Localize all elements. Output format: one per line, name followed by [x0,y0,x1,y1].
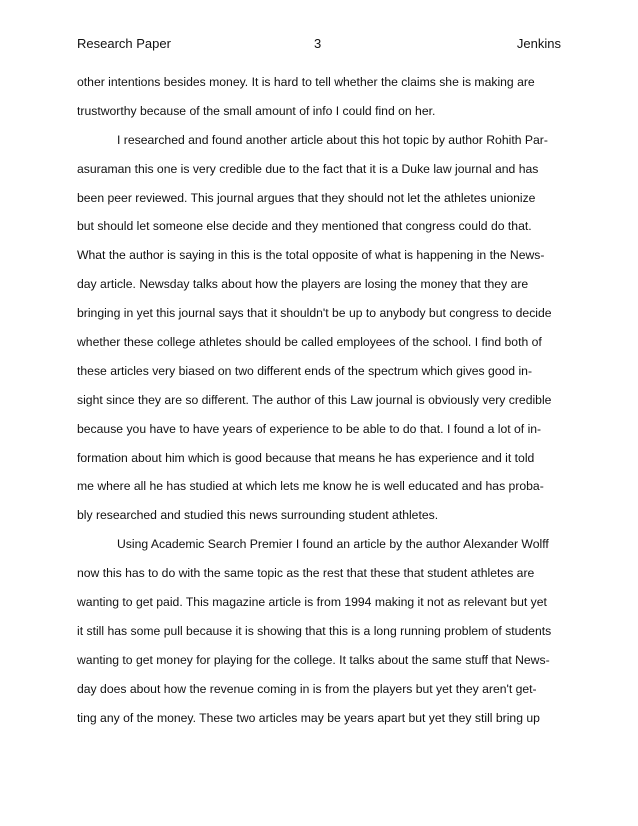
text-line: asuraman this one is very credible due to the fact that it is a Duke law journal and has [77,161,539,176]
header-author: Jenkins [516,36,561,51]
text-line: it still has some pull because it is showing that this is a long running problem of students [77,623,552,638]
text-line: What the author is saying in this is the total opposite of what is happening in the News- [77,248,545,263]
text-line: trustworthy because of the small amount of info I could find on her. [77,103,436,118]
text-line: ting any of the money. These two articles may be years apart but yet they still bring up [77,710,540,725]
text-line: bly researched and studied this news surrounding student athletes. [77,508,439,523]
text-line: now this has to do with the same topic as the rest that these that student athletes are [77,566,535,581]
text-line: Using Academic Search Premier I found an article by the author Alexander Wolff [117,537,549,552]
text-line: day article. Newsday talks about how the players are losing the money that they are [77,277,529,292]
page-header [77,36,561,54]
text-line: day does about how the revenue coming in is from the players but yet they aren't get- [77,681,537,696]
text-line: me where all he has studied at which lets me know he is well educated and has proba- [77,479,544,494]
text-line: I researched and found another article about this hot topic by author Rohith Par- [117,132,548,147]
text-line: sight since they are so different. The author of this Law journal is obviously very credible [77,392,552,407]
text-line: whether these college athletes should be called employees of the school. I find both of [77,335,542,350]
text-line: wanting to get paid. This magazine article is from 1994 making it not as relevant but yet [77,595,547,610]
text-line: bringing in yet this journal says that it shouldn't be up to anybody but congress to decide [77,306,552,321]
header-title: Research Paper [77,36,171,51]
text-line: formation about him which is good because that means he has experience and it told [77,450,535,465]
text-line: but should let someone else decide and they mentioned that congress could do that. [77,219,532,234]
text-line: these articles very biased on two different ends of the spectrum which gives good in- [77,363,533,378]
page-number: 3 [314,36,322,51]
text-line: wanting to get money for playing for the college. It talks about the same stuff that News- [77,652,550,667]
text-line: because you have to have years of experience to be able to do that. I found a lot of in- [77,421,542,436]
body-text [77,68,561,732]
text-line: been peer reviewed. This journal argues that they should not let the athletes unionize [77,190,536,205]
text-line: other intentions besides money. It is hard to tell whether the claims she is making are [77,75,535,89]
